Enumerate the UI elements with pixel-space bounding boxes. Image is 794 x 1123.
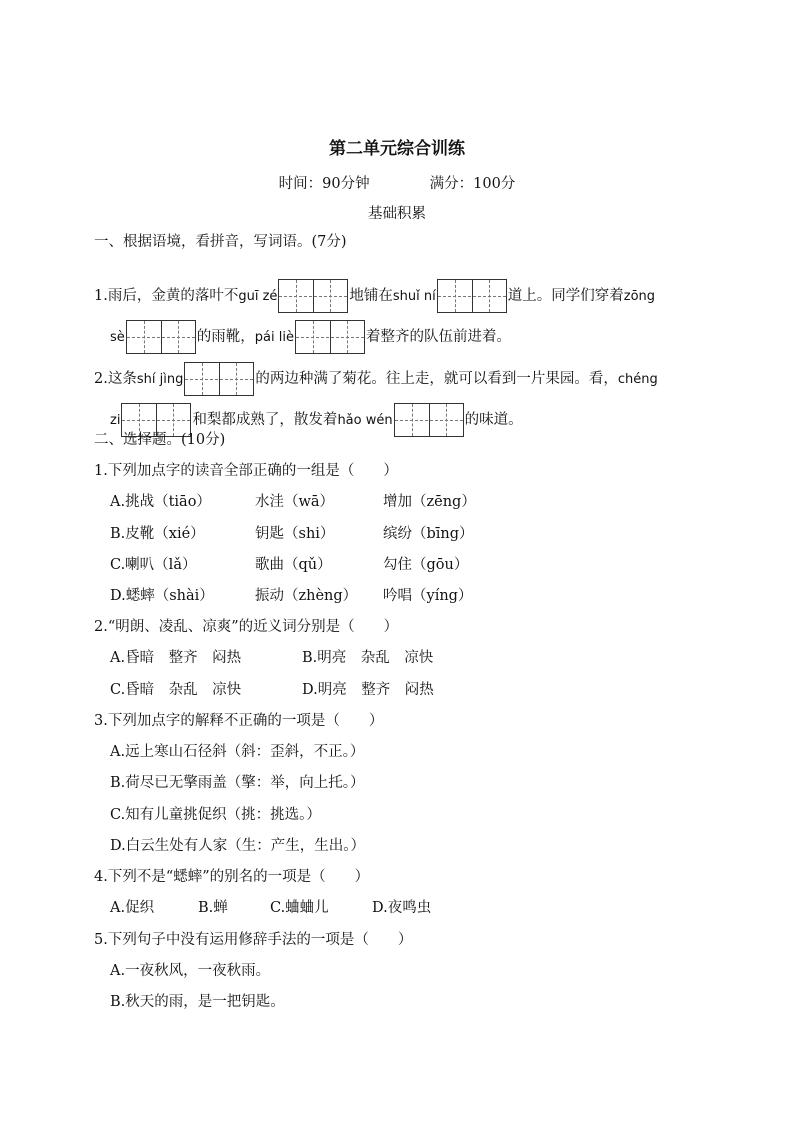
section-subtitle: 基础积累 xyxy=(368,206,426,222)
pinyin: guī zé xyxy=(238,289,278,304)
exam-meta xyxy=(0,172,794,193)
option-c: C.知有儿童挑促织（挑：挑选。） xyxy=(110,807,321,823)
s1-q2-line1: 2.这条shí jìng 的两边种满了菊花。往上走，就可以看到一片果园。看，chéng xyxy=(94,362,658,396)
option-b: B.荷尽已无擎雨盖（擎：举，向上托。） xyxy=(110,775,365,791)
option-d: D.夜鸣虫 xyxy=(372,900,432,916)
option-a3: 增加（zēng） xyxy=(383,494,476,510)
option-b3: 缤纷（bīng） xyxy=(383,526,474,542)
s2-q5-stem: 5.下列句子中没有运用修辞手法的一项是（ ） xyxy=(94,932,413,948)
page-title: 第二单元综合训练 xyxy=(329,139,465,159)
answer-box[interactable] xyxy=(278,279,348,313)
option-c: C.昏暗 杂乱 凉快 xyxy=(110,682,242,698)
option-a: A.促织 xyxy=(110,900,155,916)
option-d: D.明亮 整齐 闷热 xyxy=(302,682,434,698)
option-b1: B.皮靴（xié） xyxy=(110,526,205,542)
s1-q1-line2: sè 的雨靴，pái liè 着整齐的队伍前进着。 xyxy=(110,320,511,354)
option-b2: 钥匙（shi） xyxy=(255,526,335,542)
answer-box[interactable] xyxy=(295,320,365,354)
pinyin: chéng xyxy=(617,372,658,387)
answer-box[interactable] xyxy=(184,362,254,396)
pinyin: shí jìng xyxy=(136,372,184,387)
pinyin: zōng xyxy=(623,289,656,304)
section2-heading: 二、选择题。(10分) xyxy=(94,432,226,448)
option-a2: 水洼（wā） xyxy=(255,494,335,510)
option-d3: 吟唱（yíng） xyxy=(383,588,473,604)
option-d: D.白云生处有人家（生：产生，生出。） xyxy=(110,838,365,854)
answer-box[interactable] xyxy=(394,403,464,437)
option-c3: 勾住（gōu） xyxy=(383,557,469,573)
option-b: B.明亮 杂乱 凉快 xyxy=(302,650,434,666)
option-d1: D.蟋蟀（shài） xyxy=(110,588,214,604)
s2-q4-stem: 4.下列不是“蟋蟀”的别名的一项是（ ） xyxy=(94,869,370,885)
option-a: A.远上寒山石径斜（斜：歪斜，不正。） xyxy=(110,744,365,760)
pinyin: hǎo wén xyxy=(337,413,393,428)
answer-box[interactable] xyxy=(126,320,196,354)
time-limit: 时间：90分钟 xyxy=(278,176,370,192)
pinyin: sè xyxy=(110,330,125,345)
section1-heading: 一、根据语境，看拼音，写词语。(7分) xyxy=(94,234,347,250)
option-a1: A.挑战（tiāo） xyxy=(110,494,211,510)
s2-q2-stem: 2.“明朗、凌乱、凉爽”的近义词分别是（ ） xyxy=(94,619,399,635)
option-c2: 歌曲（qǔ） xyxy=(255,557,332,573)
s2-q3-stem: 3.下列加点字的解释不正确的一项是（ ） xyxy=(94,713,384,729)
s1-q1-line1: 1.雨后，金黄的落叶不guī zé 地铺在shuǐ ní 道上。同学们穿着zōng xyxy=(94,279,655,313)
pinyin: zi xyxy=(110,413,121,428)
option-b: B.蝉 xyxy=(198,900,228,916)
answer-box[interactable] xyxy=(437,279,507,313)
full-score: 满分：100分 xyxy=(429,176,516,192)
pinyin: shuǐ ní xyxy=(392,289,436,304)
option-b: B.秋天的雨，是一把钥匙。 xyxy=(110,994,285,1010)
option-c: C.蛐蛐儿 xyxy=(270,900,329,916)
option-d2: 振动（zhèng） xyxy=(255,588,358,604)
option-c1: C.喇叭（lǎ） xyxy=(110,557,197,573)
option-a: A.一夜秋风，一夜秋雨。 xyxy=(110,963,271,979)
s2-q1-stem: 1.下列加点字的读音全部正确的一组是（ ） xyxy=(94,463,398,479)
s1-q2-line2: zi 和梨都成熟了，散发着hǎo wén 的味道。 xyxy=(110,403,523,437)
pinyin: pái liè xyxy=(254,330,294,345)
option-a: A.昏暗 整齐 闷热 xyxy=(110,650,242,666)
